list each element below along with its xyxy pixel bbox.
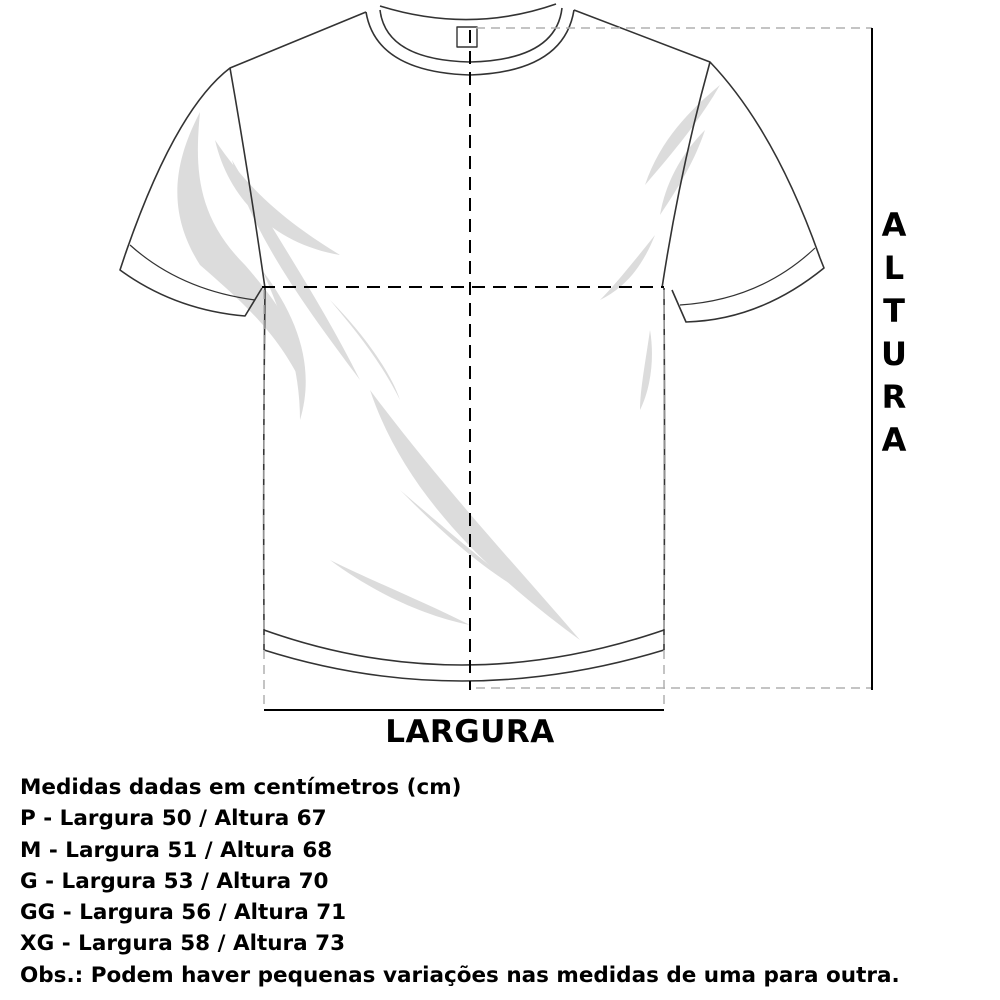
- altura-letter: L: [883, 249, 905, 287]
- shirt-shading: [177, 85, 720, 640]
- hem-top: [264, 630, 664, 665]
- size-row: P - Largura 50 / Altura 67: [20, 806, 327, 832]
- measurement-heading: Medidas dadas em centímetros (cm): [20, 775, 462, 800]
- dimension-lines: [264, 28, 872, 710]
- right-shoulder: [574, 10, 820, 258]
- size-row: XG - Largura 58 / Altura 73: [20, 931, 346, 957]
- left-shoulder: [125, 12, 366, 255]
- size-row: G - Largura 53 / Altura 70: [20, 868, 329, 894]
- altura-letter: R: [881, 378, 907, 416]
- right-armhole: [662, 62, 710, 288]
- largura-label: LARGURA: [385, 714, 555, 750]
- collar-outer: [380, 4, 556, 20]
- altura-letter: U: [881, 335, 907, 373]
- measurement-lines: [262, 30, 664, 690]
- note-text: Obs.: Podem haver pequenas variações nas medidas de uma para outra.: [20, 962, 900, 988]
- altura-letter: T: [883, 292, 905, 330]
- altura-letter: A: [881, 421, 907, 459]
- altura-letter: A: [881, 206, 907, 244]
- guide-lines: [264, 28, 872, 710]
- size-info: [20, 772, 995, 991]
- label-tag: [457, 27, 477, 47]
- size-row: GG - Largura 56 / Altura 71: [20, 900, 347, 926]
- size-row: M - Largura 51 / Altura 68: [20, 837, 333, 863]
- tshirt-outline: [120, 4, 824, 681]
